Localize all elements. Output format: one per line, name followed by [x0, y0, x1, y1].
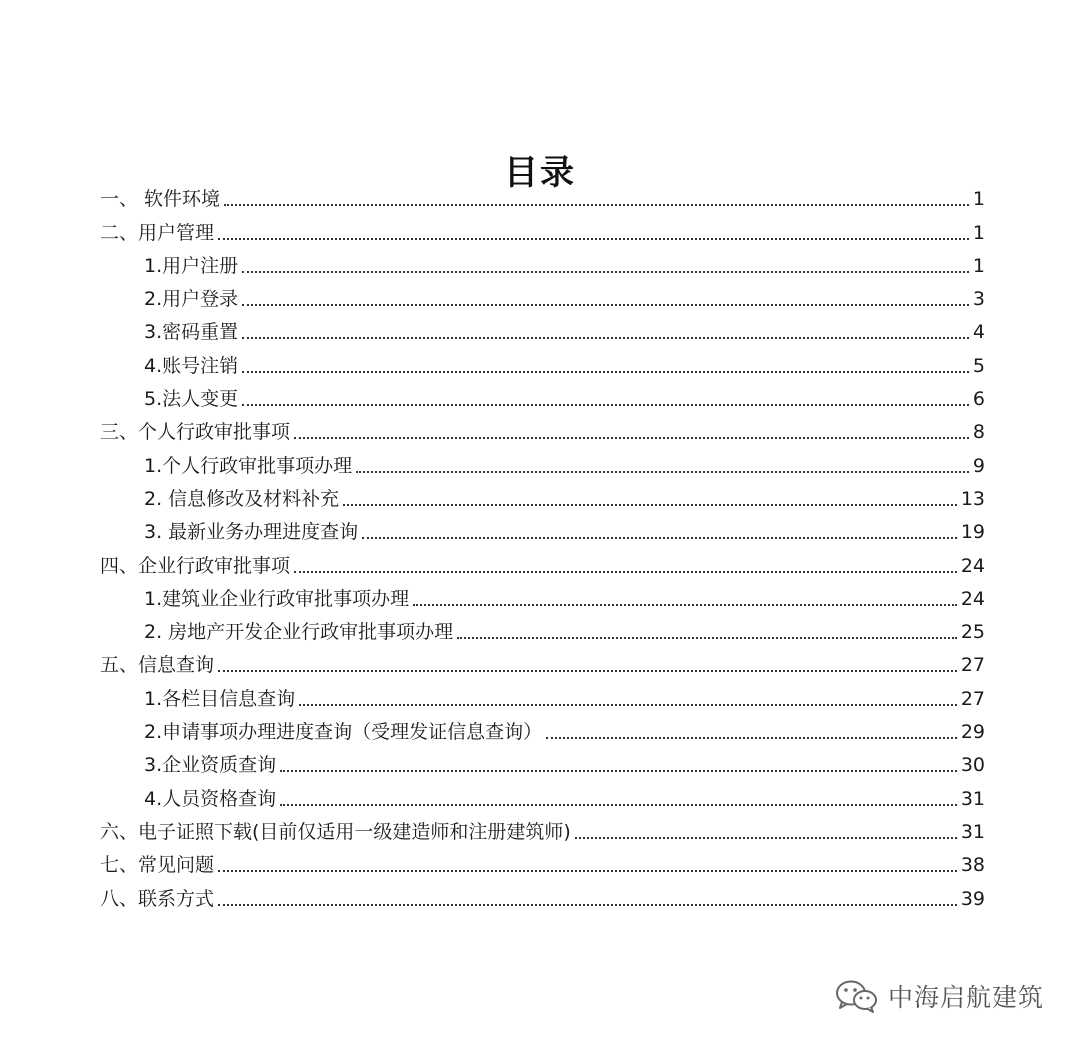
toc-dot-leader: [413, 604, 957, 606]
toc-entry[interactable]: [100, 777, 985, 810]
toc-entry-label: 2. 房地产开发企业行政审批事项办理: [144, 621, 454, 644]
toc-entry-label: 二、用户管理: [100, 221, 215, 244]
toc-entry[interactable]: [100, 677, 985, 710]
toc-entry-label: 六、电子证照下载(目前仅适用一级建造师和注册建筑师): [100, 820, 571, 843]
toc-entry[interactable]: [100, 578, 985, 611]
toc-entry-page-number: 3: [972, 288, 985, 311]
toc-dot-leader: [218, 670, 957, 672]
toc-dot-leader: [224, 204, 969, 206]
toc-dot-leader: [242, 271, 969, 273]
toc-entry-label: 5.法人变更: [144, 388, 239, 411]
toc-entry-page-number: 1: [972, 221, 985, 244]
toc-entry[interactable]: [100, 644, 985, 677]
toc-entry-label: 3. 最新业务办理进度查询: [144, 521, 359, 544]
toc-entry-page-number: 1: [972, 254, 985, 277]
toc-dot-leader: [343, 504, 957, 506]
toc-dot-leader: [299, 704, 957, 706]
toc-entry-label: 三、个人行政审批事项: [100, 421, 291, 444]
toc-dot-leader: [218, 870, 957, 872]
toc-entry[interactable]: [100, 178, 985, 211]
toc-entry-label: 2.申请事项办理进度查询（受理发证信息查询）: [144, 721, 543, 744]
toc-entry-label: 3.企业资质查询: [144, 754, 277, 777]
toc-dot-leader: [280, 770, 957, 772]
page-title: 目录: [504, 152, 576, 193]
toc-entry[interactable]: [100, 511, 985, 544]
toc-entry[interactable]: [100, 411, 985, 444]
toc-entry-label: 八、联系方式: [100, 887, 215, 910]
toc-entry-page-number: 31: [960, 787, 985, 810]
toc-entry[interactable]: [100, 611, 985, 644]
toc-entry[interactable]: [100, 478, 985, 511]
toc-entry-label: 4.账号注销: [144, 354, 239, 377]
toc-entry[interactable]: [100, 744, 985, 777]
toc-entry[interactable]: [100, 245, 985, 278]
toc-entry-page-number: 31: [960, 820, 985, 843]
toc-entry-page-number: 4: [972, 321, 985, 344]
toc-entry[interactable]: [100, 844, 985, 877]
toc-entry-page-number: 13: [960, 487, 985, 510]
toc-dot-leader: [242, 371, 969, 373]
toc-entry-label: 1.各栏目信息查询: [144, 687, 296, 710]
toc-entry[interactable]: [100, 378, 985, 411]
toc-entry[interactable]: [100, 344, 985, 377]
toc-dot-leader: [242, 304, 969, 306]
toc-dot-leader: [218, 904, 957, 906]
toc-entry-page-number: 24: [960, 587, 985, 610]
toc-entry-page-number: 6: [972, 388, 985, 411]
toc-dot-leader: [356, 471, 969, 473]
toc-dot-leader: [457, 637, 957, 639]
toc-entry-label: 一、 软件环境: [100, 188, 221, 211]
toc-entry-page-number: 29: [960, 721, 985, 744]
wechat-icon: [834, 978, 880, 1014]
toc-entry-label: 1.个人行政审批事项办理: [144, 454, 353, 477]
table-of-contents: [100, 178, 985, 911]
watermark-text: 中海启航建筑: [887, 983, 1044, 1012]
toc-entry-page-number: 24: [960, 554, 985, 577]
toc-entry[interactable]: [100, 311, 985, 344]
toc-entry-label: 3.密码重置: [144, 321, 239, 344]
toc-entry[interactable]: [100, 278, 985, 311]
toc-entry-page-number: 19: [960, 521, 985, 544]
toc-dot-leader: [575, 837, 957, 839]
toc-entry[interactable]: [100, 877, 985, 910]
toc-entry-label: 4.人员资格查询: [144, 787, 277, 810]
watermark: [834, 978, 1044, 1014]
toc-entry[interactable]: [100, 444, 985, 477]
toc-entry-page-number: 38: [960, 854, 985, 877]
toc-entry-page-number: 25: [960, 621, 985, 644]
toc-entry-label: 2.用户登录: [144, 288, 239, 311]
toc-entry[interactable]: [100, 811, 985, 844]
toc-entry-page-number: 5: [972, 354, 985, 377]
toc-dot-leader: [546, 737, 957, 739]
toc-entry-label: 四、企业行政审批事项: [100, 554, 291, 577]
toc-dot-leader: [280, 804, 957, 806]
toc-dot-leader: [242, 404, 969, 406]
toc-entry-label: 1.用户注册: [144, 254, 239, 277]
toc-entry-page-number: 27: [960, 654, 985, 677]
toc-entry-label: 2. 信息修改及材料补充: [144, 487, 340, 510]
toc-entry-label: 五、信息查询: [100, 654, 215, 677]
toc-dot-leader: [242, 337, 969, 339]
toc-entry-page-number: 1: [972, 188, 985, 211]
toc-dot-leader: [362, 537, 957, 539]
toc-entry-page-number: 8: [972, 421, 985, 444]
toc-entry[interactable]: [100, 711, 985, 744]
toc-entry-page-number: 9: [972, 454, 985, 477]
toc-entry-page-number: 39: [960, 887, 985, 910]
toc-entry[interactable]: [100, 211, 985, 244]
toc-entry-page-number: 27: [960, 687, 985, 710]
toc-entry-label: 1.建筑业企业行政审批事项办理: [144, 587, 410, 610]
toc-entry[interactable]: [100, 544, 985, 577]
toc-dot-leader: [294, 571, 957, 573]
toc-dot-leader: [294, 437, 969, 439]
toc-entry-label: 七、常见问题: [100, 854, 215, 877]
toc-dot-leader: [218, 238, 969, 240]
toc-entry-page-number: 30: [960, 754, 985, 777]
